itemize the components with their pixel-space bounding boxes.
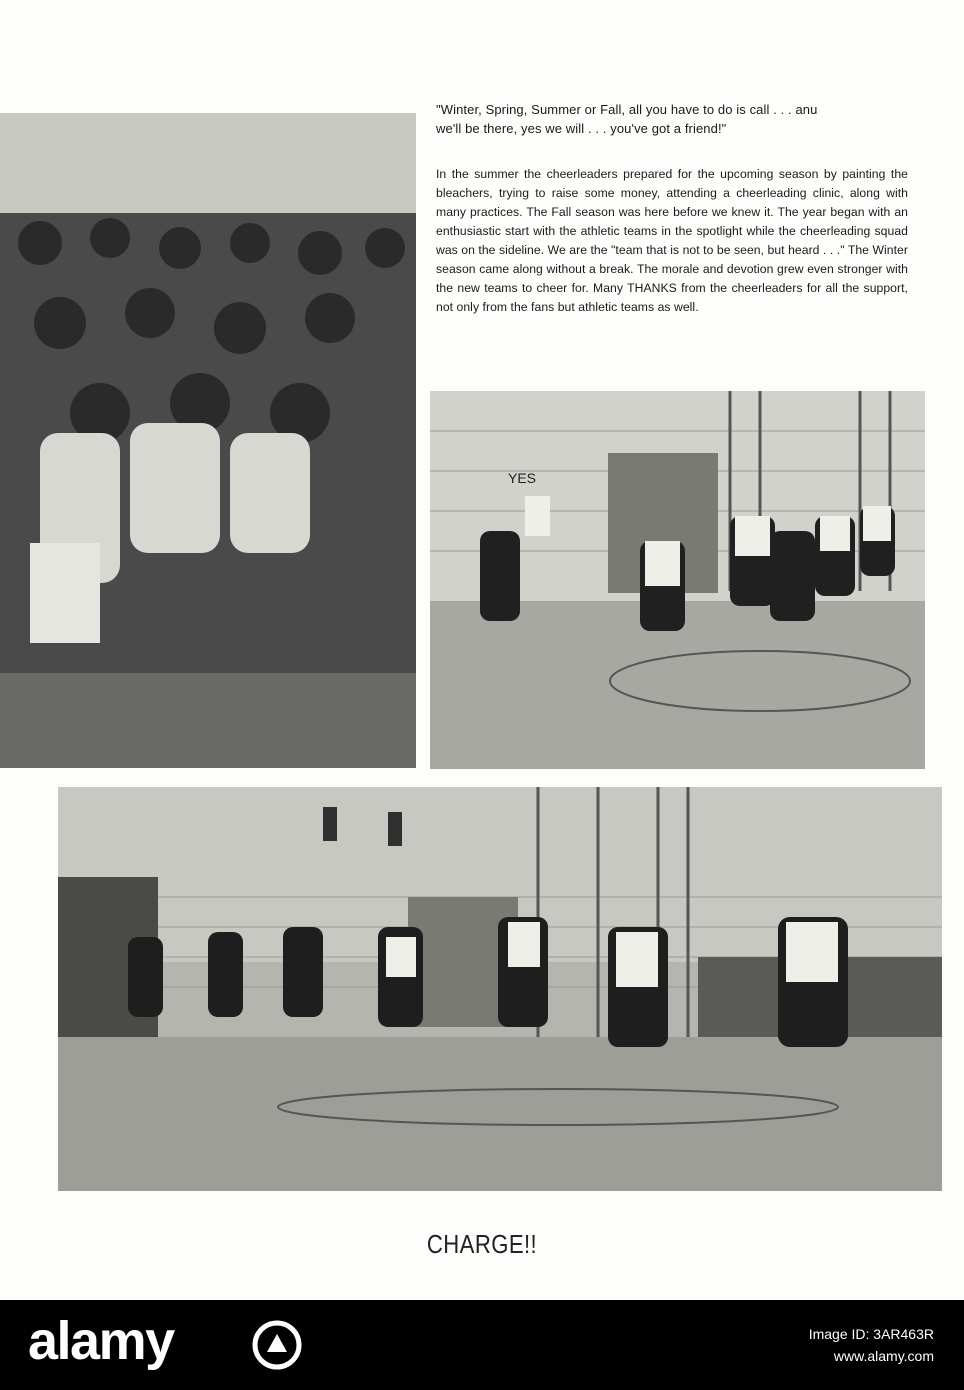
cheerleaders-routine-photo <box>58 787 942 1191</box>
image-id: Image ID: 3AR463R <box>808 1326 934 1342</box>
stock-logo-icon <box>250 1318 304 1372</box>
yes-sign: YES <box>508 470 537 486</box>
cheerleaders-gym-photo <box>430 391 925 769</box>
page-caption: CHARGE!! <box>426 1229 538 1259</box>
opening-quote: "Winter, Spring, Summer or Fall, all you have to do is call . . . anu we'll be there, yes we will . . . you've got a friend!" <box>436 102 818 136</box>
stock-site: www.alamy.com <box>833 1348 934 1364</box>
stock-logo: alamy <box>28 1311 174 1371</box>
crowd-photo <box>0 113 416 768</box>
article-body: In the summer the cheerleaders prepared for the upcoming season by painting the bleachers, trying to raise some money, attending a cheerleading clinic, along with many practices. The Fall season was here before we knew it. The year began with an enthusiastic start with the athletic teams in the spotlight while the cheerleading squad was on the sideline. We are the "team that is not to be seen, but heard . . ." The Winter season came along without a break. The morale and devotion grew even stronger with the new teams to cheer for. Many THANKS from the cheerleaders for all the support, not only from the fans but athletic teams as well. <box>436 167 908 314</box>
stock-meta <box>809 1323 934 1367</box>
